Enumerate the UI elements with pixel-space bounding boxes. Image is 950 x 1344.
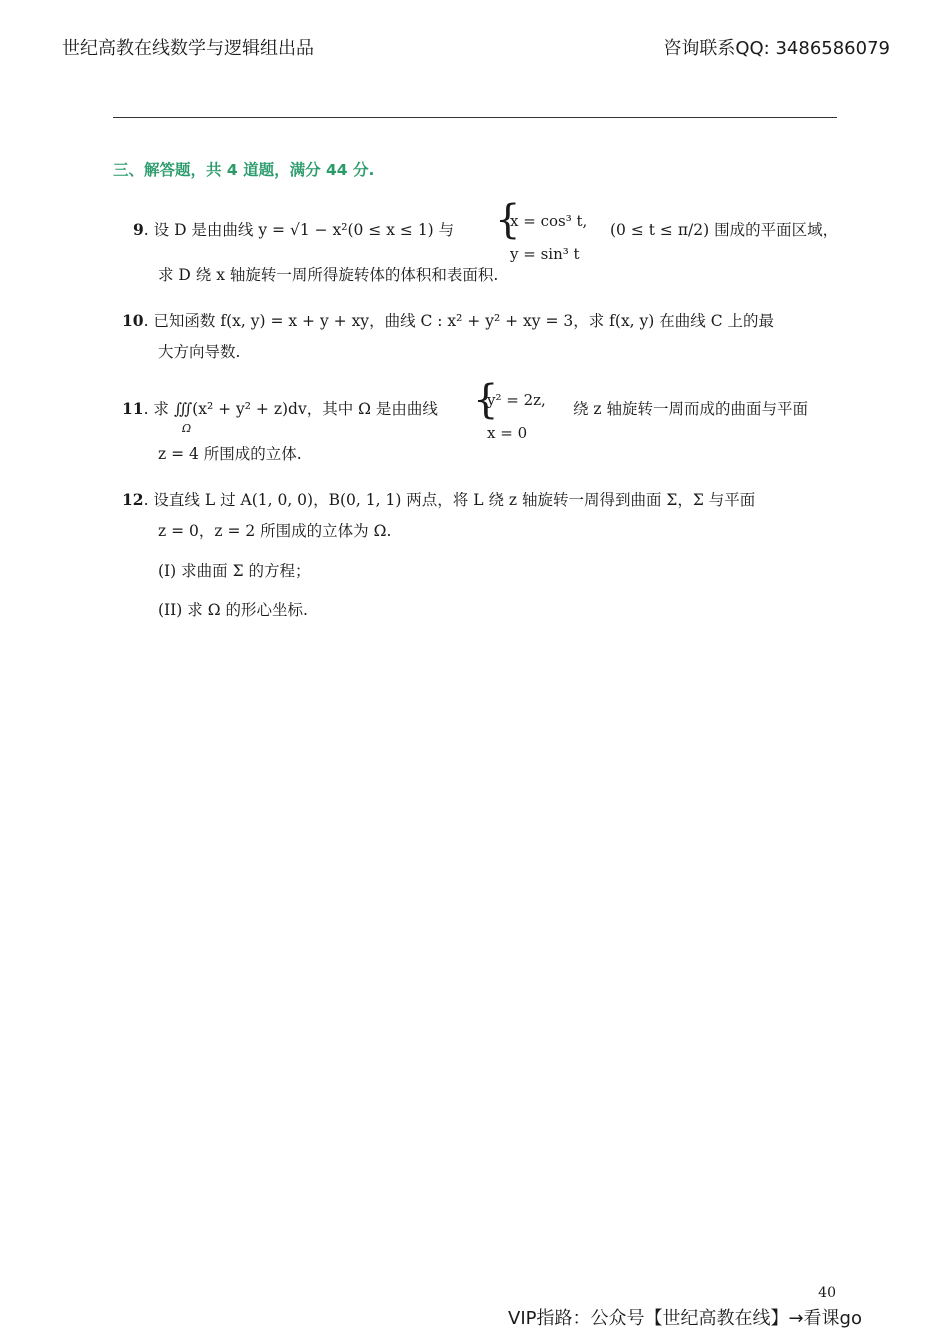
footer-text: VIP指路：公众号【世纪高教在线】→看课go — [508, 1308, 862, 1329]
header-right: 咨询联系QQ: 3486586079 — [663, 38, 890, 59]
integral-subscript: Ω — [182, 422, 192, 435]
system-eq-1: y² = 2z, — [487, 391, 546, 409]
question-text: . 已知函数 f(x, y) = x + y + xy，曲线 C : x² + y² + xy = 3，求 f(x, y) 在曲线 C 上的最 — [143, 312, 774, 330]
question-part-2: (II) 求 Ω 的形心坐标. — [158, 601, 308, 619]
question-number: 11 — [122, 399, 144, 418]
section-title: 三、解答题，共 4 道题，满分 44 分. — [113, 161, 375, 179]
system-eq-1: x = cos³ t, — [510, 212, 588, 230]
question-number: 9 — [133, 220, 144, 239]
question-text: z = 4 所围成的立体. — [158, 445, 302, 463]
page-number: 40 — [818, 1285, 836, 1301]
question-number: 12 — [122, 490, 144, 509]
question-text: . 求 ∭(x² + y² + z)dv，其中 Ω 是由曲线 — [143, 400, 438, 418]
question-number: 10 — [122, 311, 144, 330]
header-divider — [113, 117, 837, 118]
header-left: 世纪高教在线数学与逻辑组出品 — [62, 38, 314, 59]
question-text: 求 D 绕 x 轴旋转一周所得旋转体的体积和表面积. — [158, 266, 499, 284]
brace-icon: { — [473, 377, 499, 423]
system-eq-2: y = sin³ t — [510, 245, 580, 263]
question-text: 大方向导数. — [158, 343, 241, 361]
system-eq-2: x = 0 — [487, 424, 528, 442]
question-text: . 设直线 L 过 A(1, 0, 0)，B(0, 1, 1) 两点，将 L 绕 z 轴旋转一周得到曲面 Σ，Σ 与平面 — [143, 491, 756, 509]
question-text: (0 ≤ t ≤ π/2) 围成的平面区域， — [610, 221, 839, 239]
question-text: . 设 D 是由曲线 y = √1 − x²(0 ≤ x ≤ 1) 与 — [143, 221, 455, 239]
question-text: z = 0，z = 2 所围成的立体为 Ω. — [158, 522, 392, 540]
question-text: 绕 z 轴旋转一周而成的曲面与平面 — [573, 400, 809, 418]
brace-icon: { — [495, 197, 521, 243]
question-part-1: (I) 求曲面 Σ 的方程； — [158, 562, 311, 580]
